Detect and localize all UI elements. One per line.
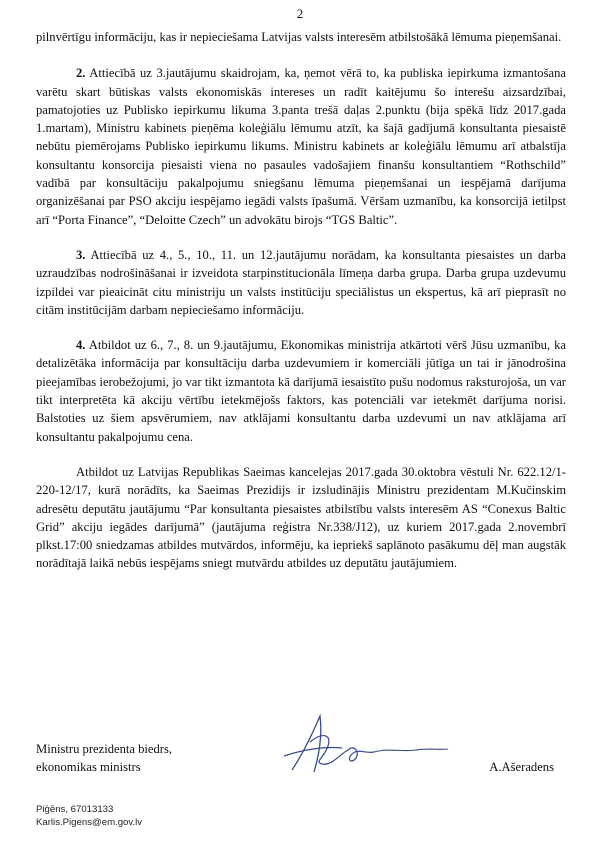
- paragraph-4: [36, 336, 566, 446]
- handwritten-signature: [262, 712, 452, 782]
- paragraph-2-text: Attiecībā uz 3.jautājumu skaidrojam, ka, ņemot vērā to, ka publiska iepirkuma izmantošana varētu skart būtiskas valsts ekonomiskās intereses un radīt kaitējumu šo interešu aizsardzībai, pamatojoties uz Publisko iepirkumu likuma 3.panta trešā daļas 2.punktu (bija spēkā līdz 2017.gada 1.martam), Ministru kabinets pieņēma koleģiālu lēmumu atzīt, ka šajā gadījumā konsultanta piesaistē nebūtu piemērojams Publisko iepirkumu likums. Ministru kabinets ar koleģiālu lēmumu arī atbalstīja konsultantu konsorcija piesaisti viena no pasaules vadošajiem finanšu konsultantiem “Rothschild” vadībā par konsultāciju pakalpojumu sniegšanu lēmuma pieņemšanai un iespējamā darījuma organizēšanai par PSO akciju iespējamo iegādi valsts īpašumā. Vēršam uzmanību, ka konsorcijā ietilpst arī “Porta Finance”, “Deloitte Czech” un advokātu birojs “TGS Baltic”.: [36, 66, 566, 227]
- paragraph-4-text: Atbildot uz 6., 7., 8. un 9.jautājumu, Ekonomikas ministrija atkārtoti vērš Jūsu uzmanību, ka detalizētāka informācija par konsultāciju darba uzdevumiem ir komerciāli jūtīga un tai ir jānodrošina pieejamības ierobežojumi, jo var tikt izmantota kā darījumā iesaistīto pušu nodomus raksturojoša, un var tikt interpretēta kā akciju vērtību ietekmējošs faktors, kas potenciāli var ietekmēt darījuma norisi. Balstoties uz šiem apsvērumiem, nav atklājami konsultantu darba uzdevumi un nav atklājama arī konsultantu pakalpojumu cena.: [36, 338, 566, 444]
- letter-body: [36, 28, 566, 590]
- signer-title: [36, 740, 172, 776]
- signer-title-line-2: ekonomikas ministrs: [36, 760, 141, 774]
- contact-info: [36, 803, 142, 829]
- paragraph-saeima: Atbildot uz Latvijas Republikas Saeimas kancelejas 2017.gada 30.oktobra vēstuli Nr. 622.12/1-220-12/17, kurā norādīts, ka Saeimas Prezidijs ir izsludinājis Ministru prezidentam M.Kučinskim adresētu deputātu jautājumu “Par konsultanta piesaistes atbilstību valsts interesēm AS “Conexus Baltic Grid” akciju iegādes darījumā” (jautājuma reģistra Nr.338/J12), uz kuriem 2017.gada 2.novembrī plkst.17:00 sniedzamas atbildes mutvārdos, informēju, ka iepriekš saplānoto pasākumu dēļ man augstāk norādītajā laikā nebūs iespējams sniegt mutvārdu atbildes uz deputātu jautājumiem.: [36, 464, 566, 571]
- paragraph-3: [36, 246, 566, 319]
- page-number: 2: [296, 6, 304, 21]
- paragraph-2: [36, 64, 566, 229]
- paragraph-3-number: 3.: [76, 247, 86, 262]
- paragraph-3-text: Attiecībā uz 4., 5., 10., 11. un 12.jautājumu norādam, ka konsultanta piesaistes un darba uzraudzības nodrošināšanai ir izveidota starpinstitucionāla līmeņa darba grupa. Darba grupa uzdevumu izpildei var pieaicināt citu ministriju un valsts institūciju speciālistus un ekspertus, kā arī pieprasīt no citām institūcijām darbam nepieciešamo informāciju.: [36, 247, 566, 317]
- paragraph-4-number: 4.: [76, 338, 86, 353]
- signer-name: A.Ašeradens: [489, 760, 554, 774]
- paragraph-continuation: pilnvērtīgu informāciju, kas ir nepieciešama Latvijas valsts interesēm atbilstošākā lēmuma pieņemšanai.: [36, 30, 562, 44]
- contact-phone: Piģēns, 67013133: [36, 804, 114, 815]
- paragraph-2-number: 2.: [76, 66, 86, 81]
- contact-email: Karlis.Pigens@em.gov.lv: [36, 817, 143, 828]
- signer-title-line-1: Ministru prezidenta biedrs,: [36, 742, 173, 756]
